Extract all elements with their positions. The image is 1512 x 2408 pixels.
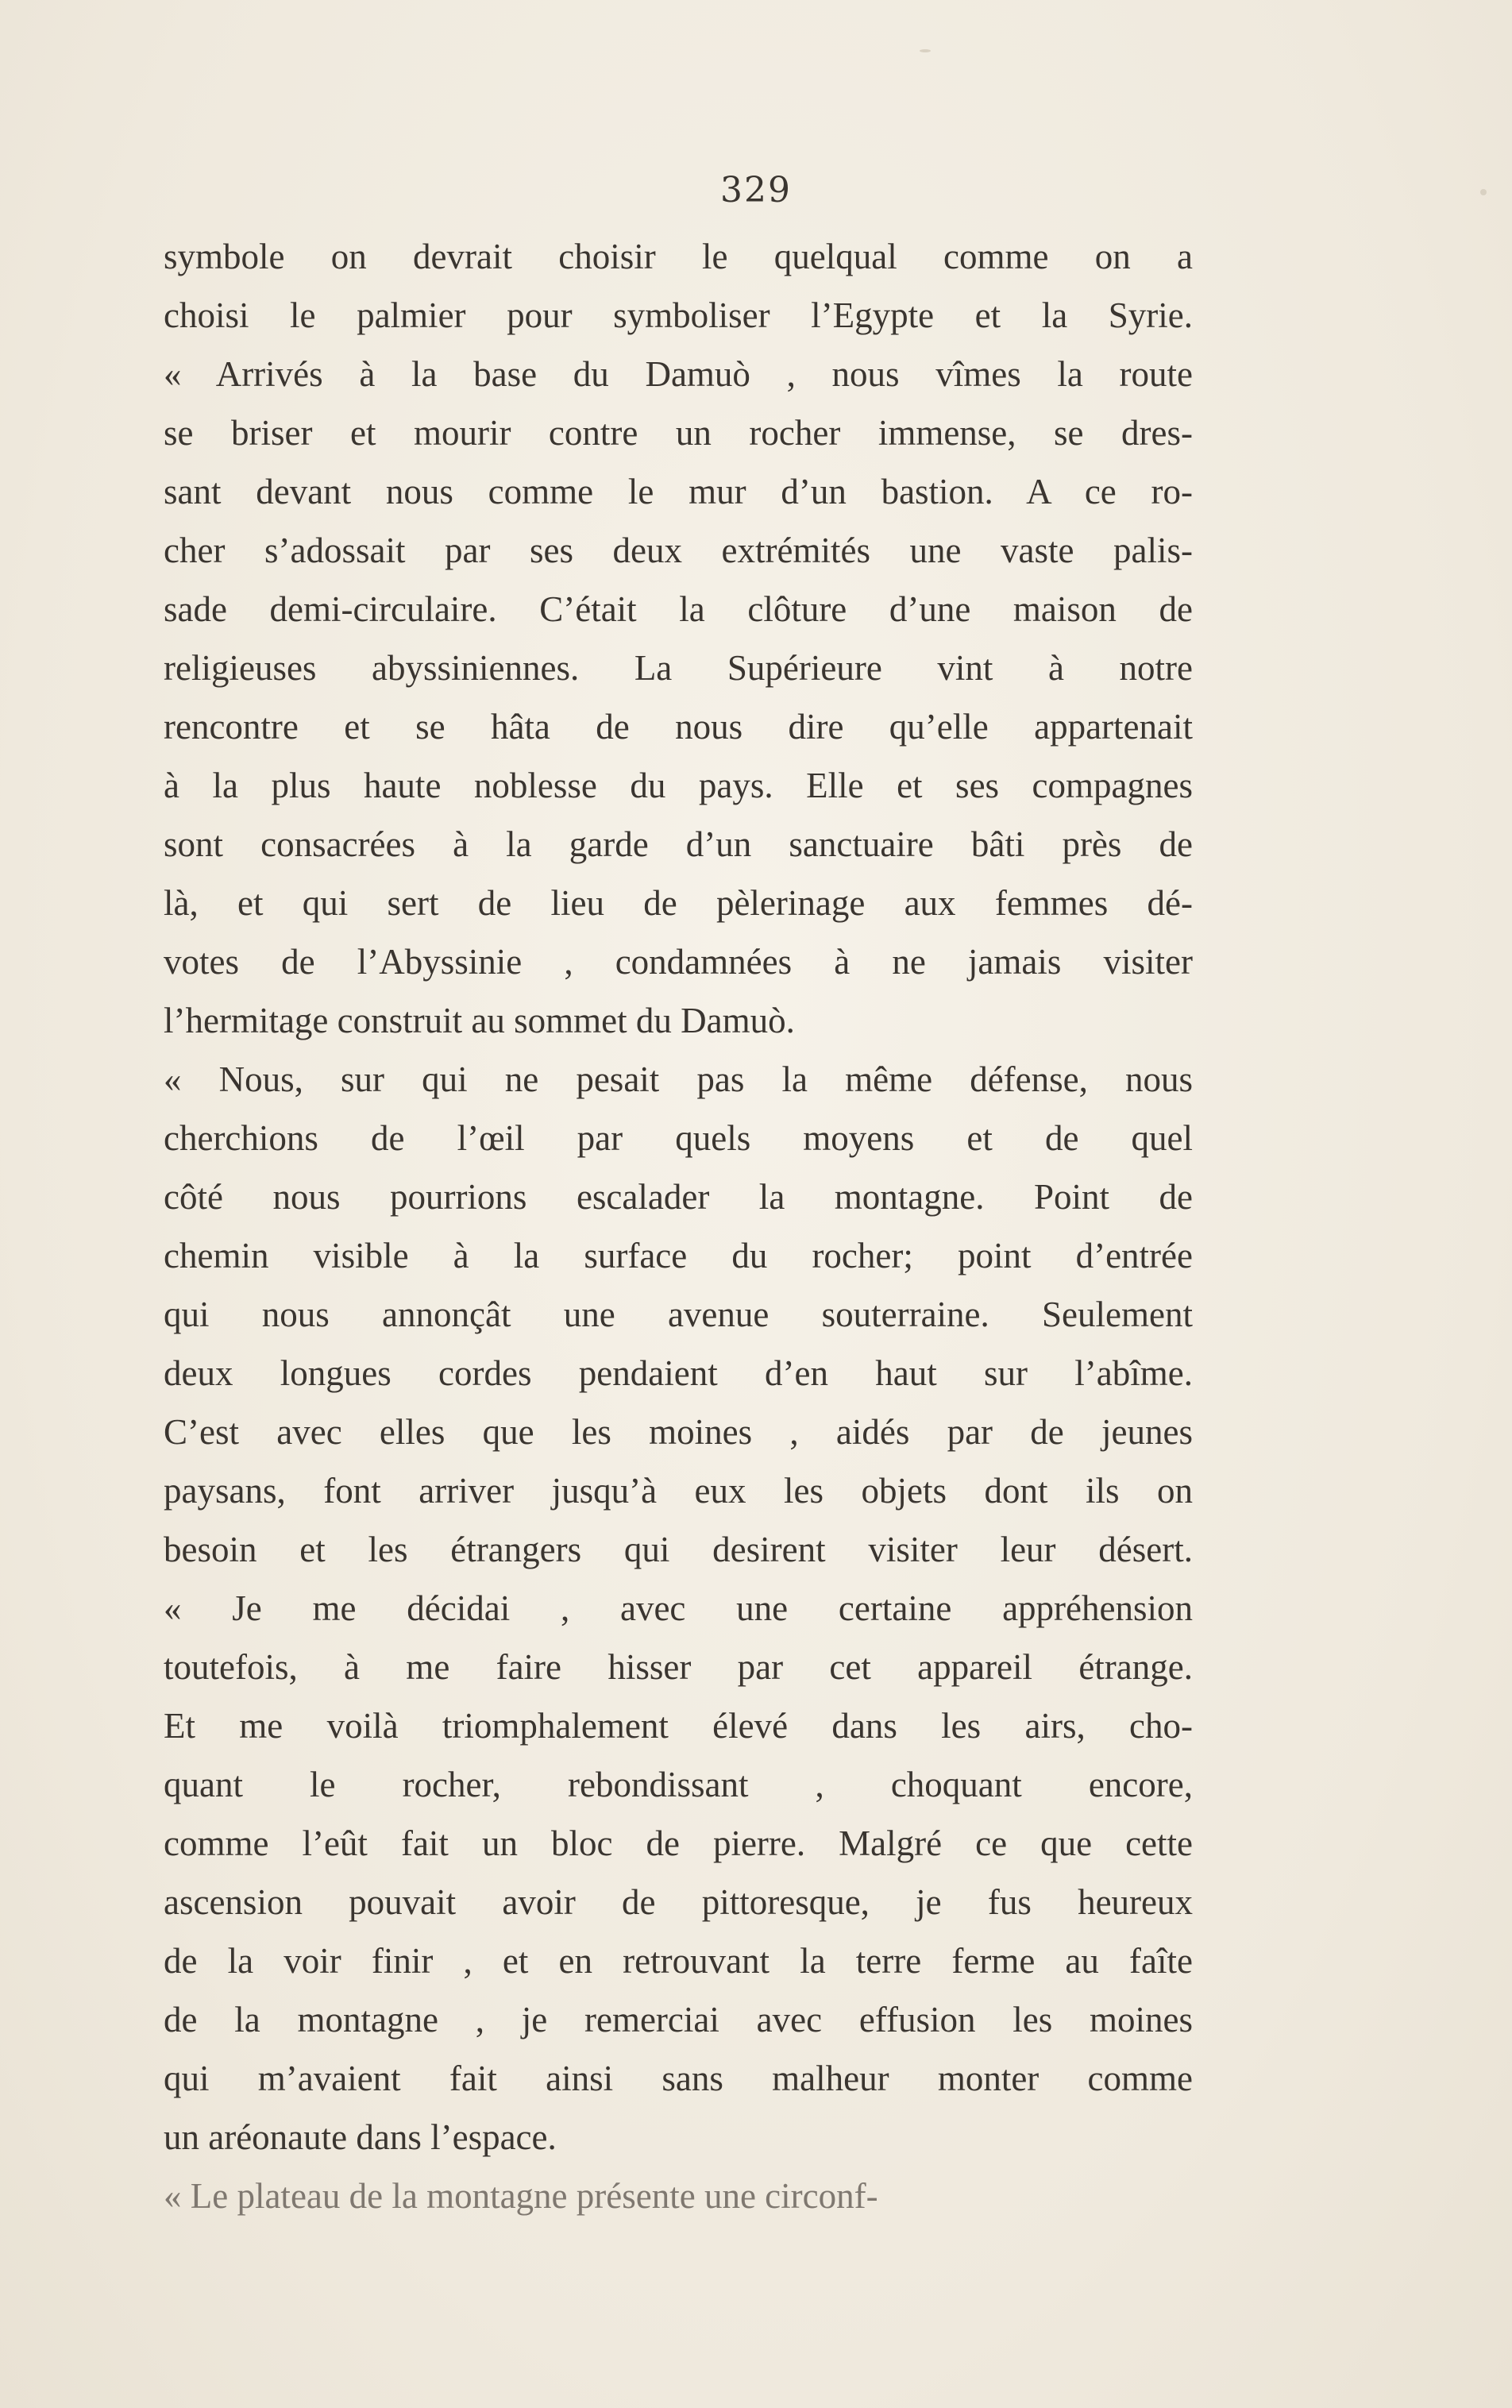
text-line: « Arrivés à la base du Damuò , nous vîmes la route — [164, 354, 1193, 394]
text-line: là, et qui sert de lieu de pèlerinage aux femmes dé- — [164, 883, 1193, 923]
text-line: chemin visible à la surface du rocher; point d’entrée — [164, 1236, 1193, 1275]
paper-speck — [920, 49, 931, 52]
text-line: besoin et les étrangers qui desirent visiter leur désert. — [164, 1530, 1193, 1569]
text-line: cherchions de l’œil par quels moyens et de quel — [164, 1118, 1193, 1158]
text-line: choisi le palmier pour symboliser l’Egypte et la Syrie. — [164, 295, 1193, 335]
text-line: un aréonaute dans l’espace. — [164, 2117, 557, 2157]
text-line: sade demi-circulaire. C’était la clôture d’une maison de — [164, 589, 1193, 629]
text-line: de la montagne , je remerciai avec effusion les moines — [164, 2000, 1193, 2039]
text-line: paysans, font arriver jusqu’à eux les objets dont ils on — [164, 1471, 1193, 1511]
text-line: toutefois, à me faire hisser par cet appareil étrange. — [164, 1647, 1193, 1687]
text-line: de la voir finir , et en retrouvant la terre ferme au faîte — [164, 1941, 1193, 1981]
text-line: rencontre et se hâta de nous dire qu’elle appartenait — [164, 707, 1193, 747]
text-line: Et me voilà triomphalement élevé dans les airs, cho- — [164, 1706, 1193, 1746]
text-line: C’est avec elles que les moines , aidés par de jeunes — [164, 1412, 1193, 1452]
text-line: côté nous pourrions escalader la montagne. Point de — [164, 1177, 1193, 1217]
text-line: « Je me décidai , avec une certaine appréhension — [164, 1588, 1193, 1628]
text-line: ascension pouvait avoir de pittoresque, je fus heureux — [164, 1882, 1193, 1922]
page-number: 329 — [720, 170, 792, 210]
text-line: « Le plateau de la montagne présente une circonf- — [164, 2176, 878, 2216]
text-line: se briser et mourir contre un rocher immense, se dres- — [164, 413, 1193, 453]
text-line: sont consacrées à la garde d’un sanctuaire bâti près de — [164, 824, 1193, 864]
text-line: deux longues cordes pendaient d’en haut sur l’abîme. — [164, 1353, 1193, 1393]
text-line: l’hermitage construit au sommet du Damuò. — [164, 1001, 795, 1040]
text-line: religieuses abyssiniennes. La Supérieure vint à notre — [164, 648, 1193, 688]
text-line: « Nous, sur qui ne pesait pas la même défense, nous — [164, 1059, 1193, 1099]
text-line: quant le rocher, rebondissant , choquant encore, — [164, 1765, 1193, 1804]
text-line: cher s’adossait par ses deux extrémités une vaste palis- — [164, 531, 1193, 570]
body-text — [164, 227, 1193, 2225]
text-line: sant devant nous comme le mur d’un bastion. A ce ro- — [164, 472, 1193, 511]
text-line: symbole on devrait choisir le quelqual comme on a — [164, 237, 1193, 276]
text-line: qui m’avaient fait ainsi sans malheur monter comme — [164, 2059, 1193, 2098]
text-line: qui nous annonçât une avenue souterraine. Seulement — [164, 1295, 1193, 1334]
text-line: à la plus haute noblesse du pays. Elle et ses compagnes — [164, 766, 1193, 805]
text-line: comme l’eût fait un bloc de pierre. Malgré ce que cette — [164, 1823, 1193, 1863]
text-line: votes de l’Abyssinie , condamnées à ne jamais visiter — [164, 942, 1193, 982]
